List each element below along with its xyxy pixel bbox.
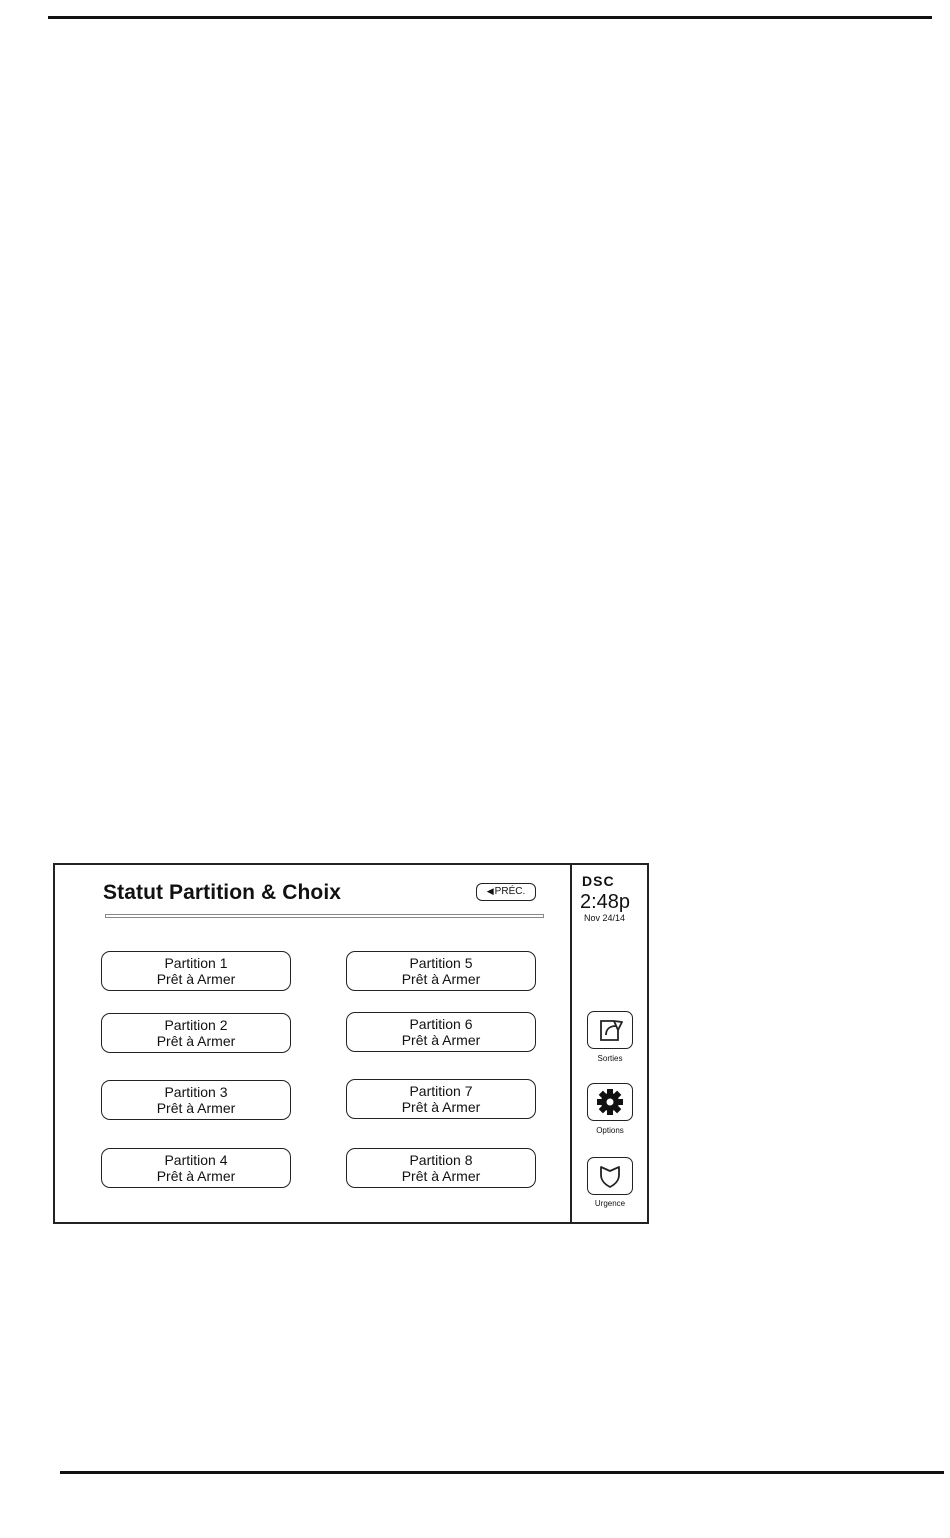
partition-status: Prêt à Armer (401, 1032, 481, 1048)
page-footer-rule (60, 1471, 944, 1474)
options-button[interactable] (587, 1083, 633, 1121)
back-button[interactable] (476, 883, 536, 901)
partition-status: Prêt à Armer (156, 971, 236, 987)
partition-name: Partition 3 (164, 1084, 228, 1100)
outputs-button[interactable] (587, 1011, 633, 1049)
partition-status: Prêt à Armer (401, 1168, 481, 1184)
partition-name: Partition 1 (164, 955, 228, 971)
sidebar-divider (570, 865, 572, 1222)
partition-name: Partition 6 (409, 1016, 473, 1032)
back-arrow-icon: ◀ (486, 886, 494, 896)
keypad-screen (53, 863, 649, 1224)
partition-status: Prêt à Armer (156, 1168, 236, 1184)
title-divider (105, 914, 544, 918)
partition-8-button[interactable] (346, 1148, 536, 1188)
partition-3-button[interactable] (101, 1080, 291, 1120)
partition-name: Partition 5 (409, 955, 473, 971)
partition-5-button[interactable] (346, 951, 536, 991)
brand-logo: DSC (582, 873, 615, 889)
clock-date: Nov 24/14 (584, 913, 626, 923)
back-button-label: PRÉC. (494, 886, 526, 897)
partition-name: Partition 4 (164, 1152, 228, 1168)
partition-status: Prêt à Armer (156, 1100, 236, 1116)
partition-name: Partition 8 (409, 1152, 473, 1168)
partition-name: Partition 7 (409, 1083, 473, 1099)
partition-1-button[interactable] (101, 951, 291, 991)
shield-icon (596, 1162, 624, 1190)
outputs-icon (595, 1016, 625, 1044)
page-header-rule (48, 16, 932, 19)
partition-status: Prêt à Armer (401, 1099, 481, 1115)
options-label: Options (596, 1126, 624, 1135)
emergency-label: Urgence (594, 1199, 626, 1208)
page-title: Statut Partition & Choix (103, 881, 342, 904)
partition-status: Prêt à Armer (401, 971, 481, 987)
partition-4-button[interactable] (101, 1148, 291, 1188)
partition-6-button[interactable] (346, 1012, 536, 1052)
partition-status: Prêt à Armer (156, 1033, 236, 1049)
partition-2-button[interactable] (101, 1013, 291, 1053)
outputs-label: Sorties (597, 1054, 623, 1063)
partition-7-button[interactable] (346, 1079, 536, 1119)
emergency-button[interactable] (587, 1157, 633, 1195)
gear-icon (595, 1087, 625, 1117)
partition-name: Partition 2 (164, 1017, 228, 1033)
clock-time: 2:48p (580, 891, 631, 913)
